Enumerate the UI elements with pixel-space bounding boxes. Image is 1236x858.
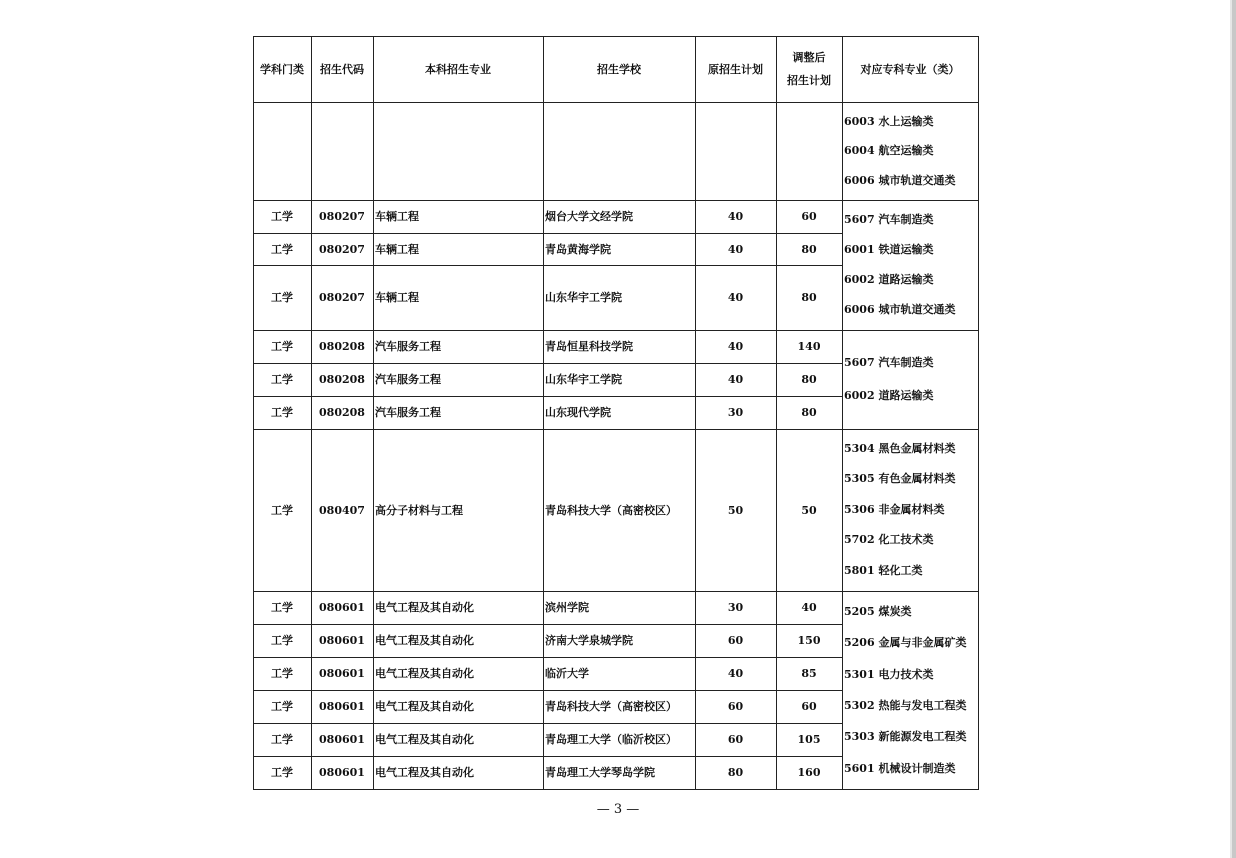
cell-school: 山东现代学院 [545, 406, 611, 419]
header-adjusted-line1: 调整后 [792, 51, 826, 64]
vocational-item: 5305 有色金属材料类 [844, 472, 956, 486]
cell-code: 080407 [319, 503, 365, 517]
cell-school: 滨州学院 [545, 601, 589, 614]
header-major: 本科招生专业 [425, 62, 491, 76]
header-school: 招生学校 [597, 62, 641, 76]
table-rule [253, 591, 843, 592]
table-rule [253, 265, 843, 266]
cell-original-plan: 50 [727, 503, 744, 517]
cell-adjusted-plan: 80 [801, 373, 817, 386]
table-rule [842, 36, 843, 790]
cell-major: 电气工程及其自动化 [375, 733, 474, 746]
vocational-group [842, 330, 978, 429]
vocational-item: 6002 道路运输类 [844, 273, 934, 286]
header-adjusted-line2: 招生计划 [787, 74, 831, 87]
table-rule [253, 36, 254, 790]
cell-category: 工学 [271, 242, 293, 256]
table-rule [253, 102, 843, 103]
cell-original-plan: 40 [727, 667, 744, 680]
cell-major: 车辆工程 [375, 210, 419, 223]
table-rule [253, 429, 843, 430]
cell-category: 工学 [271, 503, 293, 517]
vocational-group [842, 591, 978, 789]
cell-code: 080208 [319, 373, 365, 386]
cell-code: 080601 [319, 634, 365, 647]
cell-code: 080207 [319, 291, 365, 304]
cell-major: 电气工程及其自动化 [375, 766, 474, 779]
cell-code: 080601 [319, 667, 365, 680]
cell-original-plan: 40 [727, 373, 744, 386]
cell-original-plan: 40 [727, 242, 744, 256]
cell-code: 080207 [319, 242, 365, 256]
cell-code: 080601 [319, 766, 365, 779]
cell-category: 工学 [271, 667, 293, 680]
vocational-item: 5801 轻化工类 [844, 563, 923, 577]
cell-original-plan: 30 [727, 601, 744, 614]
cell-adjusted-plan: 105 [797, 733, 821, 746]
cell-category: 工学 [271, 601, 293, 614]
table-rule [253, 233, 843, 234]
vocational-item: 5607 汽车制造类 [844, 356, 934, 369]
table-rule [842, 200, 979, 201]
cell-original-plan: 40 [727, 210, 744, 223]
table-rule [253, 396, 843, 397]
table-rule [253, 363, 843, 364]
vocational-group [842, 429, 978, 591]
cell-category: 工学 [271, 634, 293, 647]
cell-original-plan: 30 [727, 406, 744, 419]
cell-major: 汽车服务工程 [375, 373, 441, 386]
cell-school: 济南大学泉城学院 [545, 634, 633, 647]
table-rule [253, 36, 843, 37]
cell-adjusted-plan: 80 [801, 291, 817, 304]
table-rule [253, 789, 843, 790]
cell-original-plan: 40 [727, 291, 744, 304]
cell-adjusted-plan: 60 [801, 210, 817, 223]
cell-major: 电气工程及其自动化 [375, 667, 474, 680]
cell-original-plan: 60 [727, 634, 744, 647]
page-number: — 3 — [596, 802, 640, 817]
cell-code: 080208 [319, 406, 365, 419]
table-rule [253, 330, 843, 331]
cell-category: 工学 [271, 733, 293, 746]
vocational-item: 5607 汽车制造类 [844, 213, 934, 226]
cell-school: 青岛恒星科技学院 [545, 340, 633, 353]
vocational-continuation [842, 102, 978, 200]
table-rule [842, 36, 979, 37]
cell-adjusted-plan: 150 [797, 634, 821, 647]
cell-major: 高分子材料与工程 [375, 503, 463, 517]
table-rule [373, 36, 374, 790]
table-rule [842, 429, 979, 430]
vocational-group [842, 200, 978, 330]
cell-category: 工学 [271, 291, 293, 304]
table-rule [253, 690, 843, 691]
vocational-item: 6006 城市轨道交通类 [844, 303, 956, 316]
cell-category: 工学 [271, 766, 293, 779]
table-rule [543, 36, 544, 790]
cell-category: 工学 [271, 373, 293, 386]
cell-adjusted-plan: 40 [801, 601, 817, 614]
cell-category: 工学 [271, 340, 293, 353]
table-rule [311, 36, 312, 790]
cell-code: 080208 [319, 340, 365, 353]
cell-category: 工学 [271, 210, 293, 223]
vocational-item: 6001 铁道运输类 [844, 243, 934, 256]
header-vocational: 对应专科专业（类） [860, 62, 960, 76]
table-rule [253, 657, 843, 658]
cell-code: 080207 [319, 210, 365, 223]
cell-adjusted-plan: 60 [801, 700, 817, 713]
vocational-item: 6003 水上运输类 [844, 115, 934, 128]
cell-code: 080601 [319, 733, 365, 746]
cell-major: 车辆工程 [375, 291, 419, 304]
table-rule [842, 102, 979, 103]
cell-major: 汽车服务工程 [375, 340, 441, 353]
cell-school: 临沂大学 [545, 667, 589, 680]
vocational-item: 5205 煤炭类 [844, 605, 912, 619]
vocational-item: 5601 机械设计制造类 [844, 761, 956, 775]
header-original-plan: 原招生计划 [708, 62, 763, 76]
cell-school: 青岛科技大学（高密校区） [545, 503, 677, 517]
vocational-item: 5304 黑色金属材料类 [844, 442, 956, 456]
cell-original-plan: 40 [727, 340, 744, 353]
cell-school: 青岛科技大学（高密校区） [545, 700, 677, 713]
cell-major: 汽车服务工程 [375, 406, 441, 419]
cell-original-plan: 80 [727, 766, 744, 779]
vocational-item: 5301 电力技术类 [844, 667, 934, 681]
cell-school: 山东华宇工学院 [545, 291, 622, 304]
cell-category: 工学 [271, 700, 293, 713]
cell-adjusted-plan: 80 [801, 406, 817, 419]
cell-major: 电气工程及其自动化 [375, 700, 474, 713]
cell-major: 电气工程及其自动化 [375, 634, 474, 647]
header-adjusted-plan [776, 36, 842, 102]
cell-adjusted-plan: 80 [801, 242, 817, 256]
vocational-item: 5306 非金属材料类 [844, 502, 945, 516]
cell-adjusted-plan: 50 [801, 503, 817, 517]
table-rule [978, 36, 979, 790]
table-rule [253, 200, 843, 201]
vocational-item: 6006 城市轨道交通类 [844, 173, 956, 187]
cell-code: 080601 [319, 700, 365, 713]
table-rule [842, 789, 979, 790]
table-rule [842, 330, 979, 331]
cell-school: 青岛黄海学院 [545, 242, 611, 256]
vocational-item: 5206 金属与非金属矿类 [844, 636, 967, 650]
vocational-item: 6004 航空运输类 [844, 144, 934, 158]
table-rule [253, 723, 843, 724]
cell-code: 080601 [319, 601, 365, 614]
vocational-item: 6002 道路运输类 [844, 388, 934, 402]
table-rule [253, 756, 843, 757]
cell-major: 车辆工程 [375, 242, 419, 256]
cell-adjusted-plan: 160 [797, 766, 821, 779]
cell-category: 工学 [271, 406, 293, 419]
header-category: 学科门类 [260, 62, 304, 76]
cell-school: 青岛理工大学（临沂校区） [545, 733, 677, 746]
table-rule [253, 624, 843, 625]
cell-original-plan: 60 [727, 733, 744, 746]
cell-major: 电气工程及其自动化 [375, 601, 474, 614]
table-rule [695, 36, 696, 790]
table-rule [776, 36, 777, 790]
cell-original-plan: 60 [727, 700, 744, 713]
cell-school: 烟台大学文经学院 [545, 210, 633, 223]
vocational-item: 5302 热能与发电工程类 [844, 699, 967, 712]
cell-adjusted-plan: 140 [797, 340, 821, 353]
cell-adjusted-plan: 85 [801, 667, 817, 680]
vocational-item: 5702 化工技术类 [844, 533, 934, 547]
cell-school: 山东华宇工学院 [545, 373, 622, 386]
cell-school: 青岛理工大学琴岛学院 [545, 766, 655, 779]
header-code: 招生代码 [320, 62, 364, 76]
table-rule [842, 591, 979, 592]
vocational-item: 5303 新能源发电工程类 [844, 730, 967, 744]
